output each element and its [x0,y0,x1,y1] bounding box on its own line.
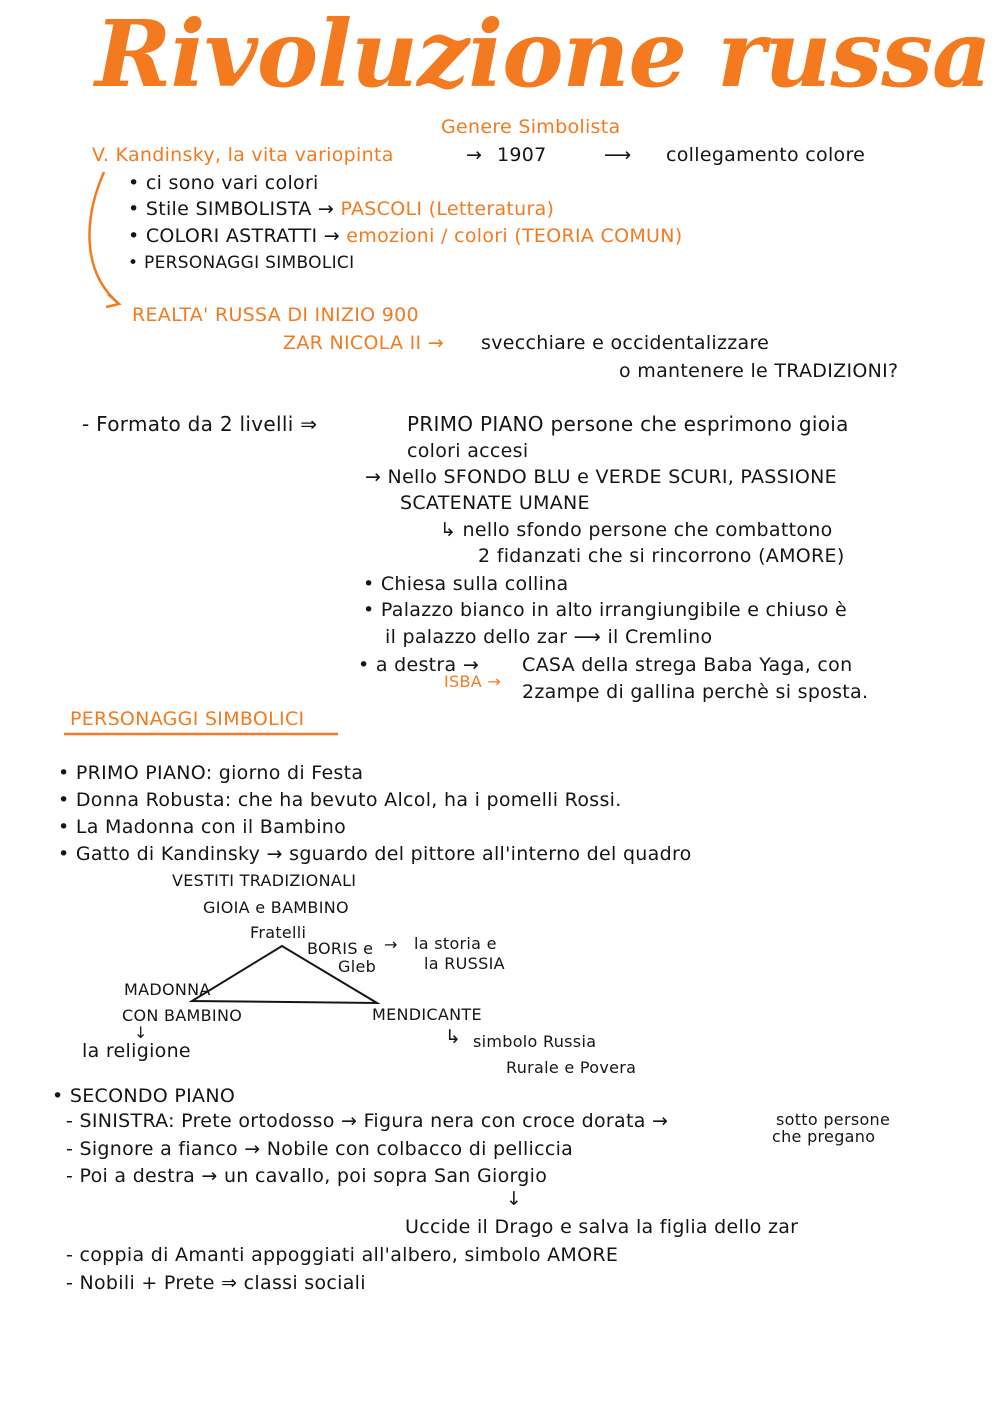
bullet-item: • Stile SIMBOLISTA → PASCOLI (Letteratura) [128,198,555,220]
arrow: ⟶ [604,144,632,166]
list-item: - SINISTRA: Prete ortodosso → Figura nera con croce dorata → [66,1110,669,1132]
list-item: Uccide il Drago e salva la figlia dello zar [405,1216,799,1238]
diagram-label: CON BAMBINO [122,1006,243,1025]
diagram-label: Rurale e Povera [506,1058,637,1077]
bullet-item: • COLORI ASTRATTI → emozioni / colori (TEORIA COMUN) [128,225,683,247]
reality-label: REALTA' RUSSA DI INIZIO 900 [132,304,419,326]
list-item: • Gatto di Kandinsky → sguardo del pittore all'interno del quadro [58,843,692,865]
arrow: ↓ [506,1188,523,1210]
arrow: ↓ [134,1023,148,1042]
list-item: che pregano [772,1127,876,1146]
level-line: PRIMO PIANO persone che esprimono gioia [407,412,849,436]
level-line: • Palazzo bianco in alto irrangiungibile e chiuso è [363,599,848,621]
color-link: collegamento colore [666,144,866,166]
curved-arrow [89,172,118,303]
zar-label: ZAR NICOLA II → [283,332,445,354]
level-line: CASA della strega Baba Yaga, con [522,654,853,676]
diagram-label: Gleb [338,957,377,976]
bullet-item: • PERSONAGGI SIMBOLICI [128,253,355,273]
diagram-label: MENDICANTE [372,1005,482,1024]
diagram-label: MADONNA [124,980,211,999]
genre-label: Genere Simbolista [441,116,621,138]
level-line: ↳ nello sfondo persone che combattono [440,519,833,541]
section-heading: • SECONDO PIANO [52,1085,236,1107]
list-item: - Nobili + Prete ⇒ classi sociali [66,1272,366,1294]
diagram-label: Fratelli [250,923,307,942]
arrow: → [384,935,398,954]
level-line: → Nello SFONDO BLU e VERDE SCURI, PASSIONE [365,466,837,488]
level-line: • Chiesa sulla collina [363,573,569,595]
list-item: sotto persone [776,1110,891,1129]
level-line: SCATENATE UMANE [400,492,590,514]
level-line: il palazzo dello zar ⟶ il Cremlino [385,626,713,648]
painting-year: 1907 [497,144,547,166]
arrow: → [466,144,483,166]
page-title: Rivoluzione russa [95,0,991,108]
diagram-label: la religione [82,1040,191,1062]
list-item: • Donna Robusta: che ha bevuto Alcol, ha i pomelli Rossi. [58,789,622,811]
list-item: - Poi a destra → un cavallo, poi sopra San Giorgio [66,1165,548,1187]
diagram-label: BORIS e [307,939,374,958]
level-line: 2 fidanzati che si rincorrono (AMORE) [478,545,845,567]
arrow: ↳ [445,1026,462,1048]
level-line: • a destra → [358,654,480,676]
diagram-label: la RUSSIA [424,954,505,973]
question-line: svecchiare e occidentalizzare [481,332,770,354]
painting-author-title: V. Kandinsky, la vita variopinta [92,144,394,166]
list-item: - coppia di Amanti appoggiati all'albero, simbolo AMORE [66,1244,619,1266]
bullet-item: • ci sono vari colori [128,172,319,194]
isba-label: ISBA → [444,672,502,691]
question-line: o mantenere le TRADIZIONI? [619,360,899,382]
level-line: colori accesi [407,440,529,462]
levels-intro: - Formato da 2 livelli ⇒ [82,412,318,436]
diagram-label: VESTITI TRADIZIONALI [172,871,357,890]
section-heading: PERSONAGGI SIMBOLICI [70,708,305,730]
list-item: - Signore a fianco → Nobile con colbacco di pelliccia [66,1138,574,1160]
diagram-label: GIOIA e BAMBINO [203,898,349,917]
diagram-label: simbolo Russia [473,1032,597,1051]
list-item: • PRIMO PIANO: giorno di Festa [58,762,364,784]
list-item: • La Madonna con il Bambino [58,816,347,838]
level-line: 2zampe di gallina perchè si sposta. [522,681,869,703]
diagram-label: la storia e [414,934,497,953]
